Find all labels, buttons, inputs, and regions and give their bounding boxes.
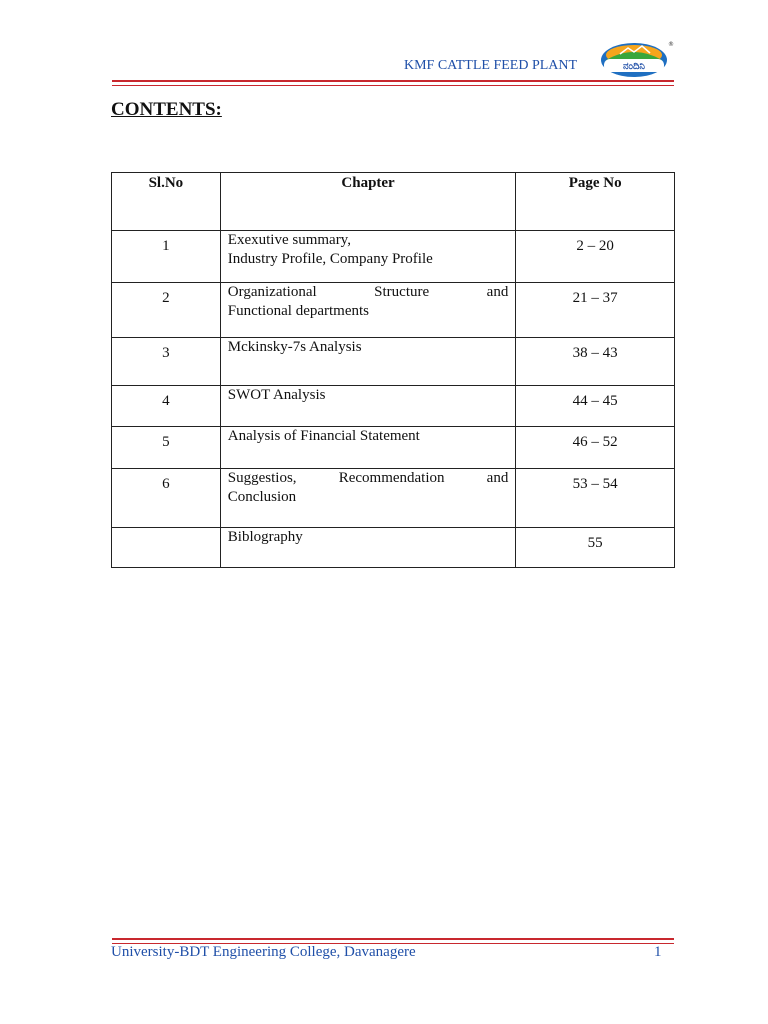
chapter-line: Mckinsky-7s Analysis bbox=[227, 339, 362, 355]
row-chapter bbox=[220, 469, 516, 528]
table-row bbox=[112, 283, 675, 338]
chapter-line: Exexutive summary, bbox=[227, 232, 351, 248]
chapter-line: Conclusion bbox=[227, 489, 297, 505]
row-pages: 55 bbox=[516, 528, 675, 568]
table-header-row bbox=[112, 173, 675, 231]
contents-table bbox=[111, 172, 675, 568]
row-chapter bbox=[220, 427, 516, 469]
row-pages: 44 – 45 bbox=[516, 386, 675, 427]
page-number: 1 bbox=[654, 944, 662, 960]
chapter-line: SWOT Analysis bbox=[227, 387, 326, 403]
table-row bbox=[112, 338, 675, 386]
chapter-line: Analysis of Financial Statement bbox=[227, 428, 420, 444]
row-slno: 2 bbox=[112, 283, 221, 338]
chapter-line: Organizational Structure and bbox=[227, 284, 509, 300]
column-header-chapter: Chapter bbox=[220, 173, 516, 231]
table-row bbox=[112, 386, 675, 427]
row-pages: 38 – 43 bbox=[516, 338, 675, 386]
footer-institution: University-BDT Engineering College, Davanagere bbox=[111, 944, 416, 960]
row-pages: 2 – 20 bbox=[516, 231, 675, 283]
row-slno: 6 bbox=[112, 469, 221, 528]
chapter-line: Biblography bbox=[227, 529, 303, 545]
header-rule bbox=[112, 80, 674, 86]
table-row bbox=[112, 469, 675, 528]
row-chapter bbox=[220, 283, 516, 338]
table-row bbox=[112, 231, 675, 283]
row-chapter bbox=[220, 386, 516, 427]
nandini-logo bbox=[598, 40, 672, 78]
row-slno bbox=[112, 528, 221, 568]
table-row bbox=[112, 427, 675, 469]
page-title: CONTENTS: bbox=[111, 99, 222, 120]
chapter-line: Suggestios, Recommendation and bbox=[227, 470, 509, 486]
row-chapter bbox=[220, 528, 516, 568]
row-pages: 46 – 52 bbox=[516, 427, 675, 469]
row-chapter bbox=[220, 338, 516, 386]
chapter-line: Functional departments bbox=[227, 303, 370, 319]
row-slno: 3 bbox=[112, 338, 221, 386]
table-row bbox=[112, 528, 675, 568]
row-pages: 53 – 54 bbox=[516, 469, 675, 528]
column-header-pages: Page No bbox=[516, 173, 675, 231]
row-chapter bbox=[220, 231, 516, 283]
chapter-line: Industry Profile, Company Profile bbox=[227, 251, 433, 267]
registered-mark: ® bbox=[668, 41, 674, 48]
column-header-slno: Sl.No bbox=[112, 173, 221, 231]
logo-text: ನಂದಿನಿ bbox=[622, 61, 646, 72]
row-slno: 1 bbox=[112, 231, 221, 283]
running-header: KMF CATTLE FEED PLANT bbox=[404, 58, 578, 73]
row-pages: 21 – 37 bbox=[516, 283, 675, 338]
row-slno: 4 bbox=[112, 386, 221, 427]
row-slno: 5 bbox=[112, 427, 221, 469]
